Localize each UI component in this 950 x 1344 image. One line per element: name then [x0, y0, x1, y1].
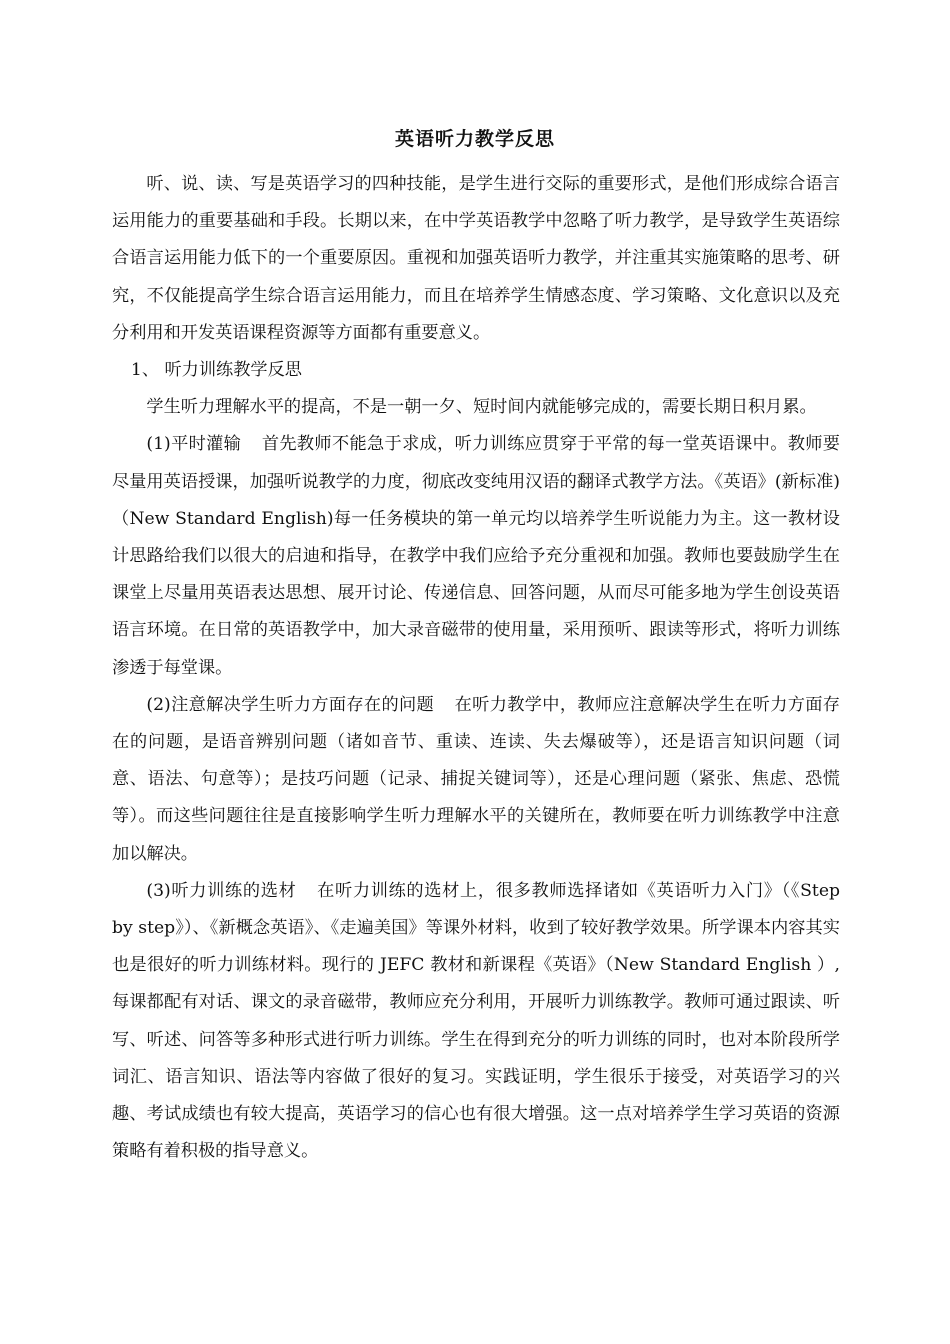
item-1-paragraph: [112, 426, 840, 686]
item-3-heading: (3)听力训练的选材: [146, 880, 297, 901]
intro-paragraph: 听、说、读、写是英语学习的四种技能，是学生进行交际的重要形式，是他们形成综合语言运用能力的重要基础和手段。长期以来，在中学英语教学中忽略了听力教学，是导致学生英语综合语言运用能力低下的一个重要原因。重视和加强英语听力教学，并注重其实施策略的思考、研究，不仅能提高学生综合语言运用能力，而且在培养学生情感态度、学习策略、文化意识以及充分利用和开发英语课程资源等方面都有重要意义。: [112, 174, 840, 343]
section-lead-paragraph: 学生听力理解水平的提高，不是一朝一夕、短时间内就能够完成的，需要长期日积月累。: [146, 397, 817, 418]
item-2-heading: (2)注意解决学生听力方面存在的问题: [146, 694, 435, 715]
document-body: [112, 166, 840, 1170]
item-2-paragraph: [112, 687, 840, 873]
document-title: 英语听力教学反思: [394, 128, 555, 150]
item-3-text: 在听力训练的选材上，很多教师选择诸如《英语听力入门》（《Step by step》）、《新概念英语》、《走遍美国》等课外材料，收到了较好教学效果。所学课本内容其实也是很好的听力训练材料。现行的 JEFC 教材和新课程《英语》（New Standard English ）,每课都配有对话、课文的录音磁带，教师应充分利用，开展听力训练教学。教师可通过跟读、听写、听述、问答等多种形式进行听力训练。学生在得到充分的听力训练的同时，也对本阶段所学词汇、语言知识、语法等内容做了很好的复习。实践证明，学生很乐于接受，对英语学习的兴趣、考试成绩也有较大提高，英语学习的信心也有很大增强。这一点对培养学生学习英语的资源策略有着积极的指导意义。: [112, 880, 840, 1162]
item-1-text: 首先教师不能急于求成，听力训练应贯穿于平常的每一堂英语课中。教师要尽量用英语授课，加强听说教学的力度，彻底改变纯用汉语的翻译式教学方法。《英语》(新标准)（New Standard English)每一任务模块的第一单元均以培养学生听说能力为主。这一教材设计思路给我们以很大的启迪和指导，在教学中我们应给予充分重视和加强。教师也要鼓励学生在课堂上尽量用英语表达思想、展开讨论、传递信息、回答问题，从而尽可能多地为学生创设英语语言环境。在日常的英语教学中，加大录音磁带的使用量，采用预听、跟读等形式，将听力训练渗透于每堂课。: [112, 434, 840, 678]
section-heading: 1、 听力训练教学反思: [130, 360, 302, 381]
item-2-text: 在听力教学中，教师应注意解决学生在听力方面存在的问题，是语音辨别问题（诸如音节、重读、连读、失去爆破等），还是语言知识问题（词意、语法、句意等）；是技巧问题（记录、捕捉关键词等），还是心理问题（紧张、焦虑、恐慌等）。而这些问题往往是直接影响学生听力理解水平的关键所在，教师要在听力训练教学中注意加以解决。: [112, 694, 840, 864]
item-3-paragraph: [112, 873, 840, 1171]
item-1-heading: (1)平时灌输: [146, 434, 242, 455]
